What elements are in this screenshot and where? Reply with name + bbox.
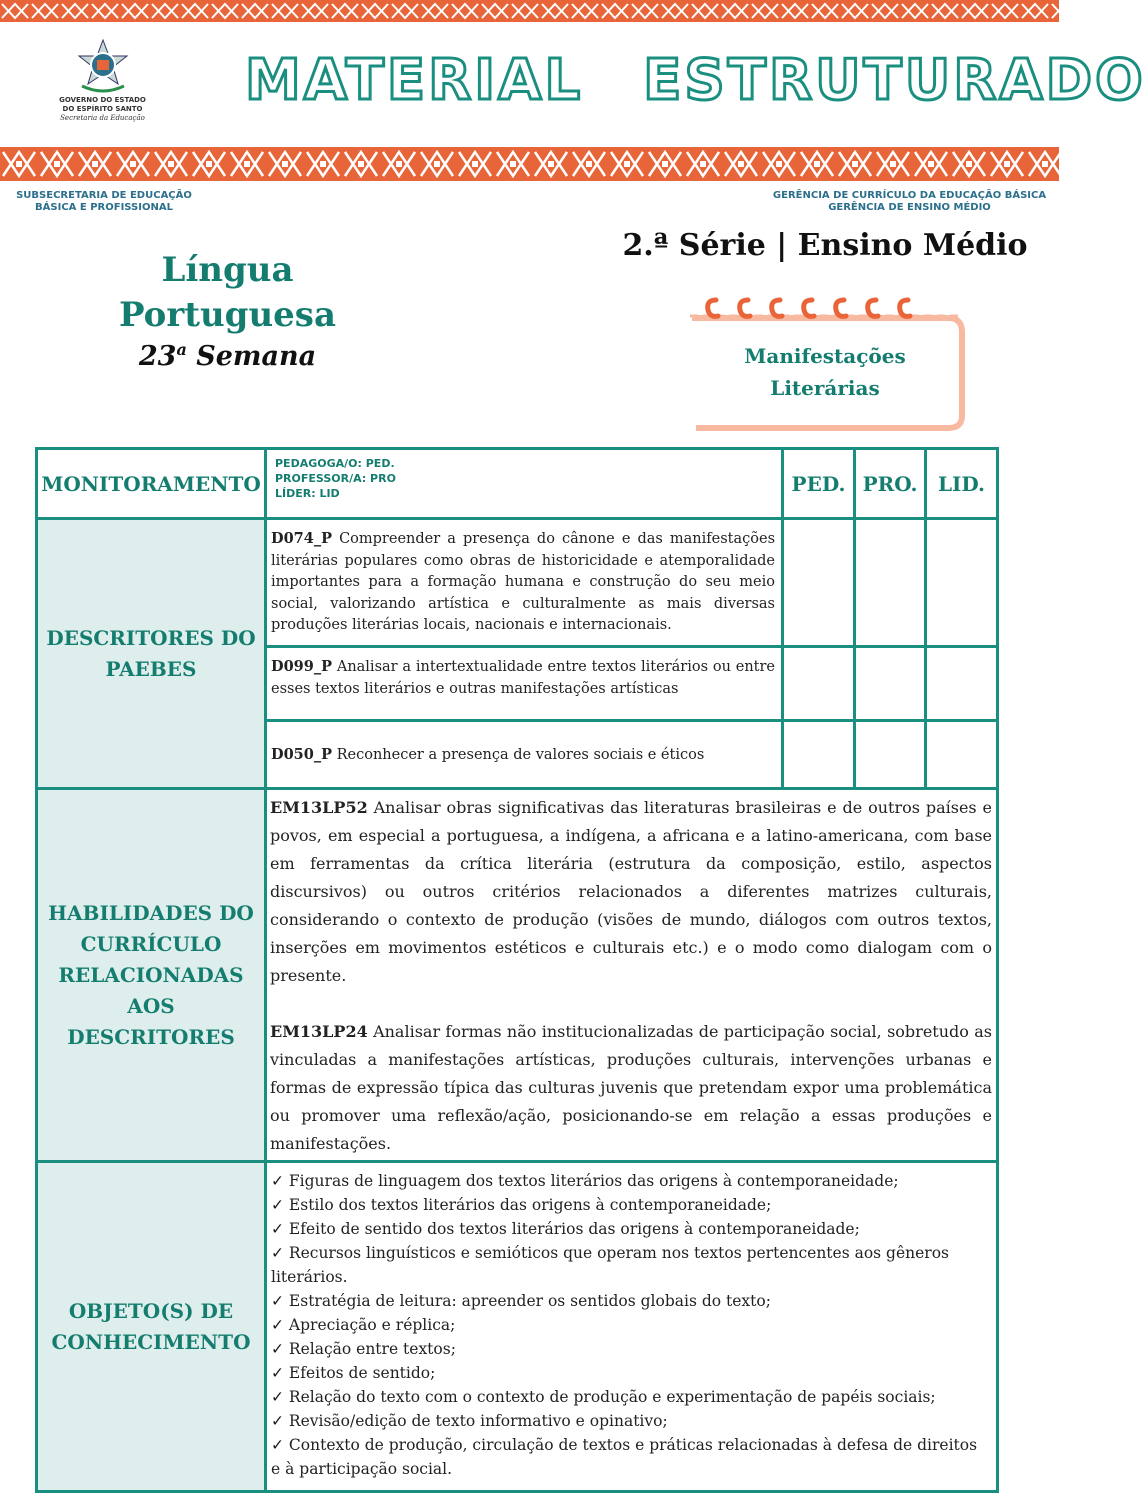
- list-item: ✓ Estratégia de leitura: apreender os sentidos globais do texto;: [271, 1289, 986, 1313]
- list-item: ✓ Contexto de produção, circulação de textos e práticas relacionadas à defesa de direitos e à participação social.: [271, 1433, 986, 1481]
- role-pedagoga: PEDAGOGA/O: PED.: [275, 457, 395, 470]
- check-pro-d050[interactable]: [855, 721, 926, 789]
- roles-legend: [266, 449, 783, 519]
- check-lid-d074[interactable]: [926, 519, 998, 647]
- subsecretaria-line2: BÁSICA E PROFISSIONAL: [35, 202, 173, 213]
- objetos-row: [37, 1162, 998, 1492]
- subsecretaria-label: [14, 190, 194, 214]
- subject-line2: Portuguesa: [119, 295, 336, 335]
- state-coat-of-arms-icon: [72, 38, 134, 96]
- monitoring-table: [35, 447, 999, 1493]
- page-title: [245, 48, 1146, 118]
- role-lider: LÍDER: LID: [275, 487, 340, 500]
- col-lid-header: LID.: [926, 449, 998, 519]
- check-pro-d074[interactable]: [855, 519, 926, 647]
- subject-title: [100, 248, 355, 338]
- objetos-label: OBJETO(S) DE CONHECIMENTO: [37, 1162, 266, 1492]
- descritores-label: DESCRITORES DO PAEBES: [37, 519, 266, 789]
- theme-label: [700, 340, 950, 404]
- descritor-row: [37, 519, 998, 647]
- gerencia-line2: GERÊNCIA DE ENSINO MÉDIO: [828, 202, 991, 213]
- week-word: Semana: [196, 341, 317, 372]
- week-number: 23: [138, 341, 177, 372]
- title-part-2: ESTRUTURADO: [643, 48, 1146, 113]
- descritor-code: D074_P: [271, 530, 332, 547]
- list-item: ✓ Estilo dos textos literários das origens à contemporaneidade;: [271, 1193, 986, 1217]
- logo-text-line2: DO ESPÍRITO SANTO: [62, 105, 143, 113]
- list-item: ✓ Recursos linguísticos e semióticos que operam nos textos pertencentes aos gêneros literários.: [271, 1241, 986, 1289]
- descritor-text: Reconhecer a presença de valores sociais e éticos: [336, 747, 705, 764]
- table-header-row: [37, 449, 998, 519]
- list-item: ✓ Figuras de linguagem dos textos literários das origens à contemporaneidade;: [271, 1169, 986, 1193]
- habilidades-label: HABILIDADES DO CURRÍCULO RELACIONADAS AOS DESCRITORES: [37, 789, 266, 1162]
- decorative-band-top: [0, 0, 1059, 22]
- check-pro-d099[interactable]: [855, 647, 926, 721]
- grade-label: 2.ª Série | Ensino Médio: [622, 228, 1028, 263]
- government-logo: [40, 38, 165, 123]
- list-item: ✓ Relação do texto com o contexto de produção e experimentação de papéis sociais;: [271, 1385, 986, 1409]
- check-ped-d074[interactable]: [783, 519, 855, 647]
- week-superscript: a: [176, 340, 187, 359]
- list-item: ✓ Relação entre textos;: [271, 1337, 986, 1361]
- col-pro-header: PRO.: [855, 449, 926, 519]
- habilidade-em13lp24: [270, 1018, 992, 1158]
- habilidades-content: [266, 789, 998, 1162]
- descritor-code: D099_P: [271, 658, 332, 675]
- check-lid-d099[interactable]: [926, 647, 998, 721]
- descritor-d050: [266, 721, 783, 789]
- title-part-1: MATERIAL: [245, 48, 584, 113]
- monitoramento-header: MONITORAMENTO: [37, 449, 266, 519]
- subsecretaria-line1: SUBSECRETARIA DE EDUCAÇÃO: [16, 190, 192, 201]
- theme-line1: Manifestações: [744, 344, 906, 368]
- habilidades-row: [37, 789, 998, 1162]
- list-item: ✓ Efeitos de sentido;: [271, 1361, 986, 1385]
- descritor-text: Compreender a presença do cânone e das manifestações literárias populares como obras de historicidade e atemporalidade importantes para a formação humana e construção do seu meio social, valorizando artística e culturalmente as mais diversas produções literárias locais, nacionais e internacionais.: [271, 531, 776, 633]
- habilidade-text: Analisar formas não institucionalizadas de participação social, sobretudo as vinculadas a manifestações artísticas, produções culturais, intervenções urbanas e formas de expressão típica das culturas juvenis que pretendam expor uma problemática ou promover uma reflexão/ação, posicionando-se em relação a essas produções e manifestações.: [270, 1022, 992, 1153]
- week-label: [100, 340, 355, 372]
- descritor-text: Analisar a intertextualidade entre textos literários ou entre esses textos literários e outras manifestações artísticas: [271, 659, 776, 697]
- logo-text-line3: Secretaria da Educação: [60, 114, 145, 122]
- theme-line2: Literárias: [770, 376, 880, 400]
- role-professor: PROFESSOR/A: PRO: [275, 472, 396, 485]
- check-ped-d099[interactable]: [783, 647, 855, 721]
- habilidade-em13lp52: [270, 794, 992, 990]
- col-ped-header: PED.: [783, 449, 855, 519]
- gerencia-label: [772, 190, 1047, 214]
- list-item: ✓ Efeito de sentido dos textos literários das origens à contemporaneidade;: [271, 1217, 986, 1241]
- objetos-list: [267, 1163, 996, 1487]
- check-ped-d050[interactable]: [783, 721, 855, 789]
- objetos-content: [266, 1162, 998, 1492]
- descritor-d099: [266, 647, 783, 721]
- list-item: ✓ Apreciação e réplica;: [271, 1313, 986, 1337]
- subject-line1: Língua: [161, 250, 294, 290]
- habilidade-code: EM13LP24: [270, 1022, 368, 1041]
- list-item: ✓ Revisão/edição de texto informativo e opinativo;: [271, 1409, 986, 1433]
- logo-text-line1: GOVERNO DO ESTADO: [59, 96, 146, 104]
- gerencia-line1: GERÊNCIA DE CURRÍCULO DA EDUCAÇÃO BÁSICA: [772, 190, 1047, 201]
- descritor-code: D050_P: [271, 746, 332, 764]
- habilidade-text: Analisar obras significativas das literaturas brasileiras e de outros países e povos, em especial a portuguesa, a indígena, a africana e a latino-americana, com base em ferramentas da crítica literária (estrutura da composição, estilo, aspectos discursivos) ou outros critérios relacionados a diferentes matrizes culturais, considerando o contexto de produção (visões de mundo, diálogos com outros textos, inserções em movimentos estéticos e culturais etc.) e o modo como dialogam com o presente.: [270, 798, 993, 985]
- check-lid-d050[interactable]: [926, 721, 998, 789]
- decorative-band-middle: [0, 144, 1059, 184]
- habilidade-code: EM13LP52: [270, 798, 368, 817]
- descritor-d074: [266, 519, 783, 647]
